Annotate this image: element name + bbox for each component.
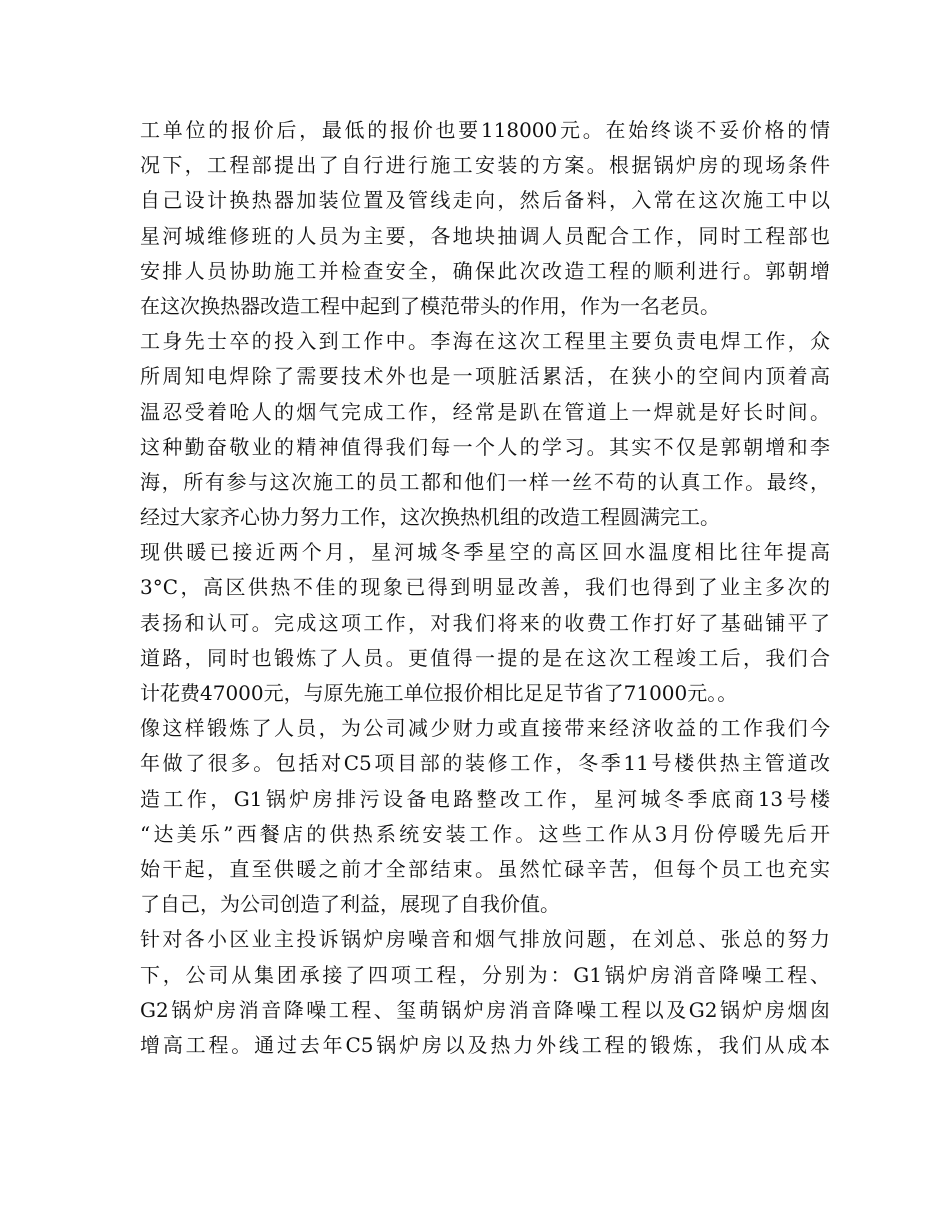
text-line: 计花费47000元，与原先施工单位报价相比足足节省了71000元。。 bbox=[140, 681, 738, 705]
text-line: 下，公司从集团承接了四项工程，分别为：G1锅炉房消音降噪工程、 bbox=[140, 962, 830, 987]
text-line: 海，所有参与这次施工的员工都和他们一样一丝不苟的认真工作。最终， bbox=[140, 469, 830, 494]
text-line: 像这样锻炼了人员，为公司减少财力或直接带来经济收益的工作我们今 bbox=[140, 716, 830, 741]
text-line: 针对各小区业主投诉锅炉房噪音和烟气排放问题，在刘总、张总的努力 bbox=[140, 927, 830, 952]
text-line: 安排人员协助施工并检查安全，确保此次改造工程的顺利进行。郭朝增 bbox=[140, 258, 830, 283]
text-line: 造工作，G1锅炉房排污设备电路整改工作，星河城冬季底商13号楼 bbox=[140, 786, 830, 811]
text-line: 在这次换热器改造工程中起到了模范带头的作用，作为一名老员。 bbox=[140, 293, 720, 318]
text-line: 工身先士卒的投入到工作中。李海在这次工程里主要负责电焊工作，众 bbox=[140, 329, 830, 354]
text-line: 道路，同时也锻炼了人员。更值得一提的是在这次工程竣工后，我们合 bbox=[140, 645, 830, 670]
text-line: 工单位的报价后，最低的报价也要118000元。在始终谈不妥价格的情 bbox=[140, 118, 830, 142]
body-text bbox=[140, 113, 830, 1063]
text-line: 了自己，为公司创造了利益，展现了自我价值。 bbox=[140, 892, 560, 917]
text-line: 3°C，高区供热不佳的现象已得到明显改善，我们也得到了业主多次的 bbox=[140, 575, 830, 600]
text-line: 增高工程。通过去年C5锅炉房以及热力外线工程的锻炼，我们从成本 bbox=[140, 1032, 830, 1057]
text-line: 现供暖已接近两个月，星河城冬季星空的高区回水温度相比往年提高 bbox=[140, 540, 830, 565]
text-line: 所周知电焊除了需要技术外也是一项脏活累活，在狭小的空间内顶着高 bbox=[140, 364, 830, 389]
text-line: 星河城维修班的人员为主要，各地块抽调人员配合工作，同时工程部也 bbox=[140, 223, 830, 248]
text-line: G2锅炉房消音降噪工程、玺萌锅炉房消音降噪工程以及G2锅炉房烟囱 bbox=[140, 997, 830, 1022]
text-line: 表扬和认可。完成这项工作，对我们将来的收费工作打好了基础铺平了 bbox=[140, 610, 830, 635]
text-line: 况下，工程部提出了自行进行施工安装的方案。根据锅炉房的现场条件 bbox=[140, 153, 830, 178]
text-line: 自己设计换热器加装位置及管线走向，然后备料，入常在这次施工中以 bbox=[140, 188, 830, 213]
text-line: 始干起，直至供暖之前才全部结束。虽然忙碌辛苦，但每个员工也充实 bbox=[140, 856, 830, 881]
text-line: 温忍受着呛人的烟气完成工作，经常是趴在管道上一焊就是好长时间。 bbox=[140, 399, 830, 424]
text-line: “达美乐”西餐店的供热系统安装工作。这些工作从3月份停暖先后开 bbox=[140, 821, 830, 846]
text-line: 这种勤奋敬业的精神值得我们每一个人的学习。其实不仅是郭朝增和李 bbox=[140, 434, 830, 459]
text-line: 年做了很多。包括对C5项目部的装修工作，冬季11号楼供热主管道改 bbox=[140, 751, 830, 776]
text-line: 经过大家齐心协力努力工作，这次换热机组的改造工程圆满完工。 bbox=[140, 505, 720, 530]
